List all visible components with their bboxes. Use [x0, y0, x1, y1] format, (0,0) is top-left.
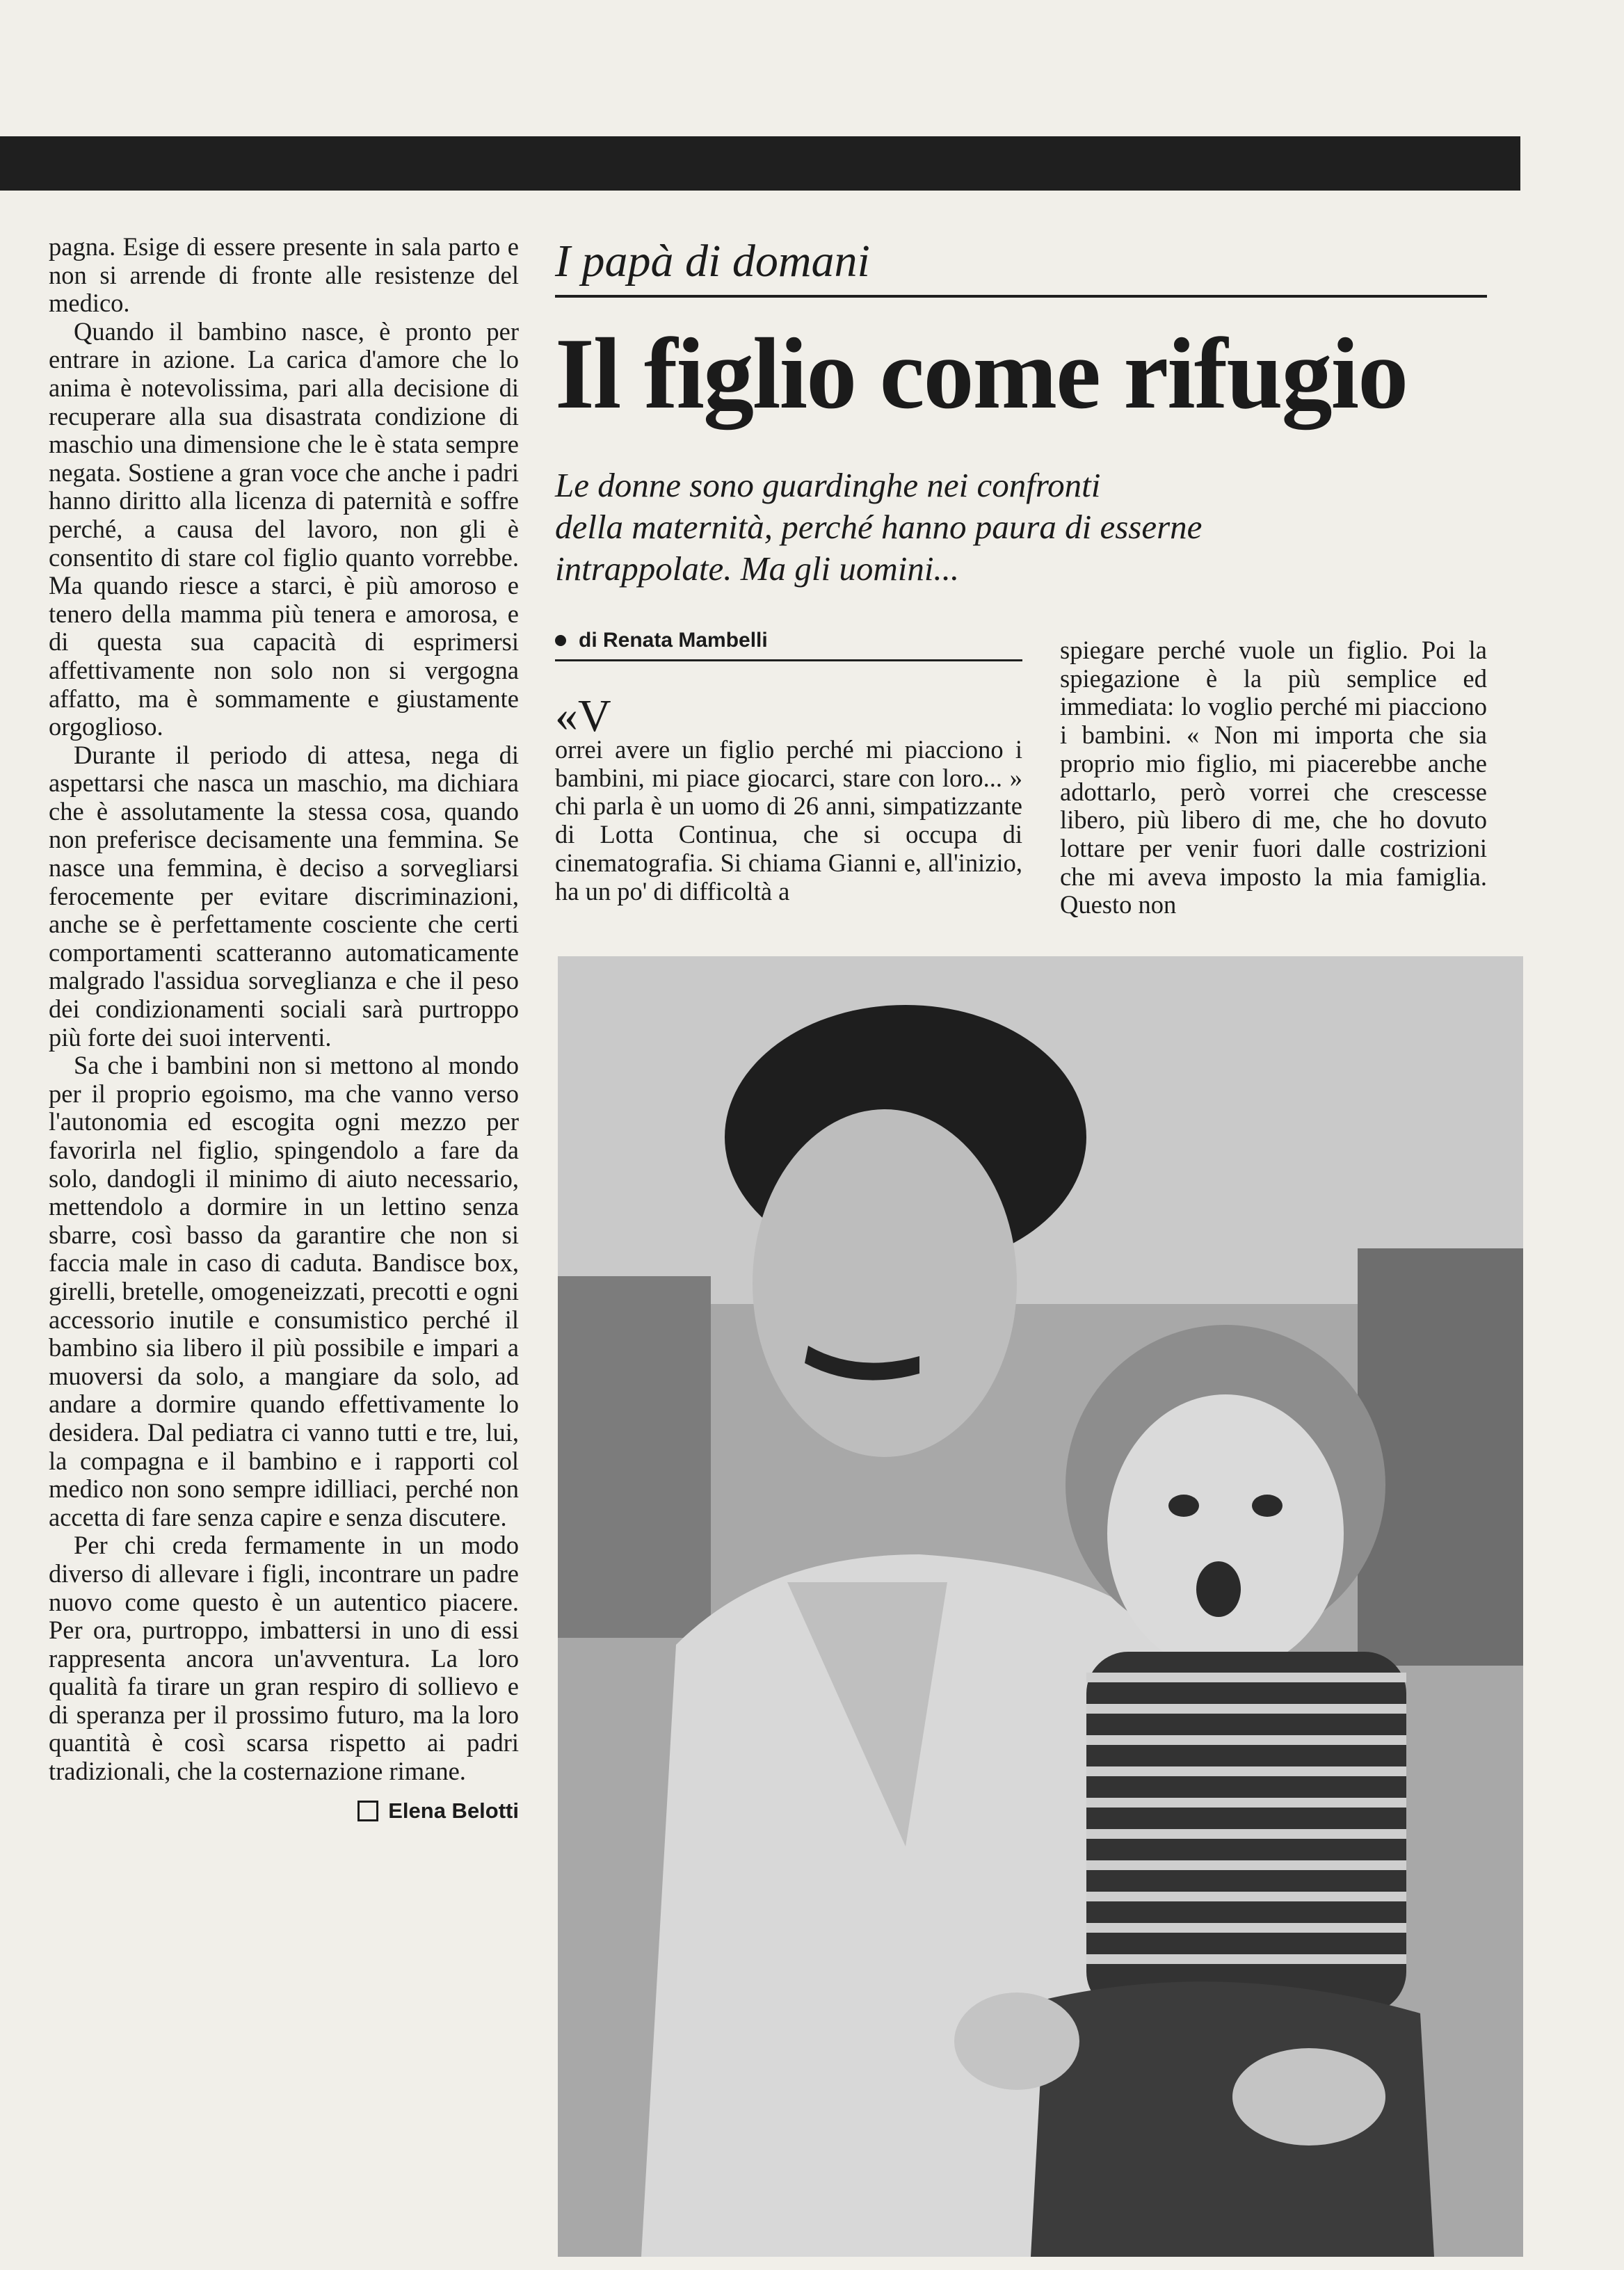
subtitle-line: della maternità, perché hanno paura di esserne [555, 508, 1203, 546]
photo-father-child [558, 956, 1523, 2257]
page-title: Il figlio come rifugio [555, 317, 1408, 430]
left-paragraph: pagna. Esige di essere presente in sala parto e non si arrende di fronte alle resistenze del medico. [49, 232, 519, 318]
middle-column [555, 691, 1022, 905]
photo-illustration [558, 956, 1523, 2257]
header-bar [0, 136, 1520, 191]
bullet-icon [555, 635, 566, 646]
right-paragraph: spiegare perché vuole un figlio. Poi la spiegazione è la più semplice ed immediata: lo voglio perché mi piacciono i bambini. « Non mi importa che sia proprio mio figlio, mi piacerebbe anche adottarlo, però vorrei che crescesse libero, più libero di me, che ho dovuto lottare per venir fuori dalle costrizioni che mi aveva imposto la mia famiglia. Questo non [1060, 636, 1487, 919]
square-icon [357, 1801, 378, 1821]
left-paragraph: Per chi creda fermamente in un modo diverso di allevare i figli, incontrare un padre nuovo come questo è un autentico piacere. Per ora, purtroppo, imbattersi in uno di essi rappresenta ancora un'avventura. La loro qualità fa tirare un gran respiro di sollievo e di speranza per il prossimo futuro, ma la loro quantità è così scarsa rispetto ai padri tradizionali, che la costernazione rimane. [49, 1531, 519, 1786]
byline [555, 629, 1022, 652]
subtitle-line: Le donne sono guardinghe nei confronti [555, 466, 1101, 504]
left-paragraph: Durante il periodo di attesa, nega di aspettarsi che nasca un maschio, ma dichiara che è assolutamente la stessa cosa, quando non preferisce decisamente una femmina. Se nasce una femmina, è deciso a sorvegliarsi ferocemente per evitare discriminazioni, anche se è perfettamente cosciente che certi comportamenti scatteranno automaticamente malgrado l'assidua sorveglianza e che il peso dei condizionamenti sociali sarà purtroppo più forte dei suoi interventi. [49, 740, 519, 1052]
signature-name: Elena Belotti [388, 1798, 519, 1823]
subtitle-line: intrappolate. Ma gli uomini... [555, 549, 960, 588]
left-column [49, 233, 519, 1825]
kicker-rule [555, 295, 1487, 298]
byline-text: di Renata Mambelli [579, 629, 768, 652]
subtitle [555, 465, 1487, 590]
byline-rule [555, 659, 1022, 661]
dropcap: «V [555, 691, 611, 741]
left-paragraph: Quando il bambino nasce, è pronto per entrare in azione. La carica d'amore che lo anima è notevolissima, pari alla decisione di recuperare alla sua disastrata condizione di maschio una dimensione che le è stata sempre negata. Sostiene a gran voce che anche i padri hanno diritto alla licenza di paternità e soffre perché, a causa del lavoro, non gli è consentito di stare col figlio quanto vorrebbe. Ma quando riesce a starci, è più amoroso e tenero della mamma più tenera e amorosa, e di questa sua capacità di esprimersi affettivamente non solo non si vergogna affatto, ma è sommamente e giustamente orgoglioso. [49, 316, 519, 741]
lead-paragraph: orrei avere un figlio perché mi piacciono i bambini, mi piace giocarci, stare con loro... » chi parla è un uomo di 26 anni, simpatizzante di Lotta Continua, che si occupa di cinematografia. Si chiama Gianni e, all'inizio, ha un po' di difficoltà a [555, 735, 1022, 905]
left-paragraph: Sa che i bambini non si mettono al mondo per il proprio egoismo, ma che vanno verso l'autonomia ed escogita ogni mezzo per favorirla nel figlio, spingendolo a fare da solo, dandogli il minimo di aiuto necessario, mettendolo a dormire in un lettino senza sbarre, così basso da garantire che non si faccia male in caso di caduta. Bandisce box, girelli, bretelle, omogeneizzati, precotti e ogni accessorio inutile e consumistico perché il bambino sia libero il più possibile e impari a muoversi da solo, a mangiare da solo, ad andare a dormire quando effettivamente lo desidera. Dal pediatra ci vanno tutti e tre, lui, la compagna e il bambino e i rapporti col medico non sono sempre idilliaci, perché non accetta di fare senza capire e senza discutere. [49, 1051, 519, 1531]
right-column [1060, 636, 1487, 919]
section-kicker: I papà di domani [555, 236, 870, 287]
author-signature [49, 1797, 519, 1826]
